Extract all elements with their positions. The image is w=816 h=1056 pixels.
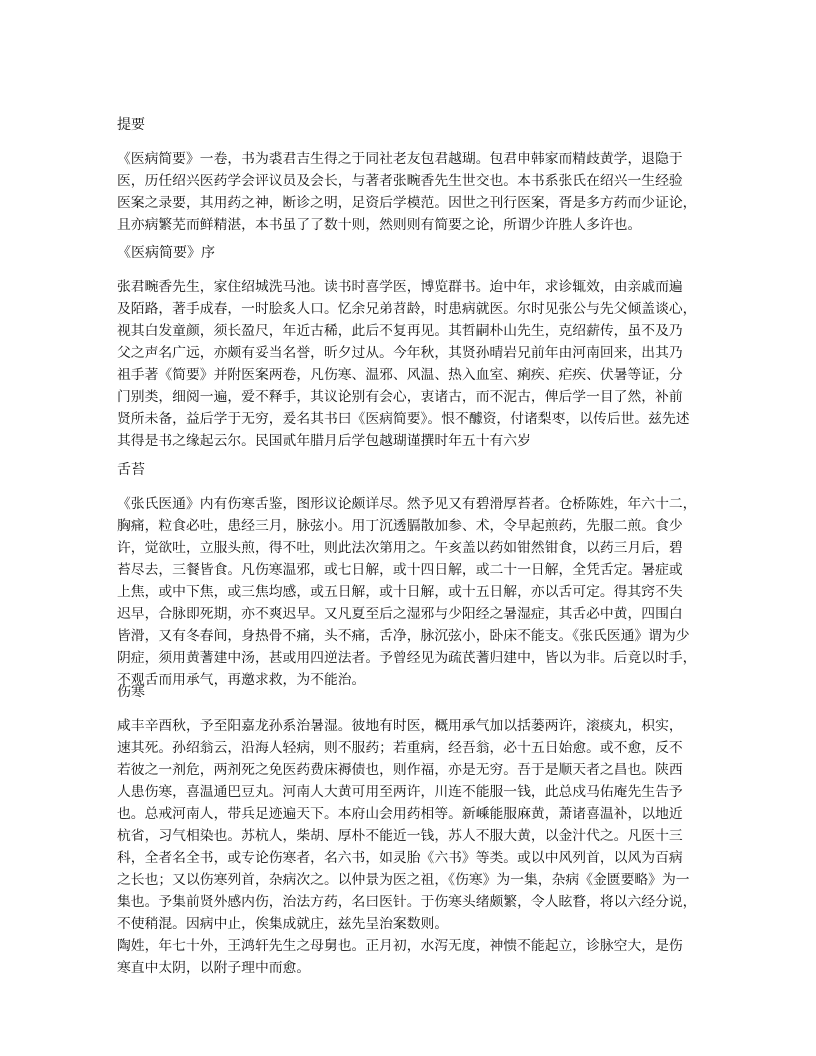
section-heading-xu: 《医病简要》序 <box>117 245 215 261</box>
text-line: 祖手著《简要》并附医案两卷，凡伤寒、温邪、风温、热入血室、痢疾、疟疾、伏暑等证，分 <box>117 367 683 383</box>
text-line: 阴症，须用黄蓍建中汤，甚或用四逆法者。予曾经见为疏芪蓍归建中，皆以为非。后竟以时手， <box>117 650 697 666</box>
text-line: 科，全者名全书，或专论伤寒者，名六书，如灵胎《六书》等类。或以中风列首，以风为百病 <box>117 850 683 866</box>
text-line: 其得是书之缘起云尔。民国贰年腊月后学包越瑚谨撰时年五十有六岁 <box>117 433 531 449</box>
text-line: 咸丰辛酉秋，予至阳嘉龙孙系治暑湿。彼地有时医，概用承气加以括蒌两许，滚痰丸，枳实， <box>117 718 683 734</box>
text-line: 贤所未备，益后学于无穷，爰名其书曰《医病简要》。恨不醵资，付诸梨枣，以传后世。兹先述 <box>117 411 690 427</box>
text-line: 也。总戒河南人，带兵足迹遍天下。本府山会用药相等。新嵊能服麻黄，萧诸喜温补，以地近 <box>117 806 683 822</box>
text-line: 速其死。孙绍翁云，沿海人轻病，则不服药；若重病，经吾翁，必十五日始愈。或不愈，反不 <box>117 740 683 756</box>
text-line: 集也。予集前贤外感内伤，治法方药，名曰医针。于伤寒头绪颇繁，令人眩瞀，将以六经分说， <box>117 894 697 910</box>
section-heading-shetai: 舌苔 <box>117 462 145 478</box>
text-line: 杭省，习气相染也。苏杭人，柴胡、厚朴不能近一钱，苏人不服大黄，以金汁代之。凡医十三 <box>117 828 683 844</box>
paragraph-shanghan <box>117 715 710 935</box>
text-line: 《张氏医通》内有伤寒舌鉴，图形议论颇详尽。然予见又有碧滑厚苔者。仓桥陈姓，年六十二， <box>117 496 697 512</box>
text-line: 陶姓，年七十外，王鸿轩先生之母舅也。正月初，水泻无度，神愦不能起立，诊脉空大，是伤 <box>117 938 683 954</box>
text-line: 上焦，或中下焦，或三焦均感，或五日解，或十日解，或十五日解，亦以舌可定。得其窍不失 <box>117 584 683 600</box>
section-heading-tiyao: 提要 <box>117 117 145 133</box>
section-heading-shanghan: 伤寒 <box>117 684 145 700</box>
text-line: 张君畹香先生，家住绍城洗马池。读书时喜学医，博览群书。迨中年，求诊辄效，由亲戚而遍 <box>117 279 683 295</box>
text-line: 医，历任绍兴医药学会评议员及会长，与著者张畹香先生世交也。本书系张氏在绍兴一生经验 <box>117 173 683 189</box>
text-line: 人患伤寒，喜温通巴豆丸。河南人大黄可用至两许，川连不能服一钱，此总戍马佑庵先生告予 <box>117 784 683 800</box>
paragraph-shetai <box>117 493 710 691</box>
text-line: 若彼之一剂危，两剂死之免医药费床褥债也，则作福，亦是无穷。吾于是顺天者之昌也。陕西 <box>117 762 683 778</box>
text-line: 寒直中太阴，以附子理中而愈。 <box>117 960 311 976</box>
text-line: 不使稍混。因病中止，俟集成就庄，兹先呈治案数则。 <box>117 916 449 932</box>
text-line: 迟早，合脉即死期，亦不爽迟早。又凡夏至后之湿邪与少阳经之暑湿症，其舌必中黄，四围白 <box>117 606 683 622</box>
paragraph-tiyao <box>117 148 710 236</box>
text-line: 视其白发童颜，须长盈尺，年近古稀，此后不复再见。其哲嗣朴山先生，克绍薪传，虽不及乃 <box>117 323 683 339</box>
text-line: 门别类，细阅一遍，爱不释手，其议论别有会心，衷诸古，而不泥古，俾后学一目了然，补前 <box>117 389 683 405</box>
text-line: 之长也；又以伤寒列首，杂病次之。以仲景为医之祖，《伤寒》为一集，杂病《金匮要略》为一 <box>117 872 690 888</box>
paragraph-xu <box>117 276 710 452</box>
text-line: 许，觉欲吐，立服头煎，得不吐，则此法次第用之。午亥盖以药如钳然钳食，以药三月后，碧 <box>117 540 683 556</box>
text-line: 不观舌而用承气，再邀求救，为不能治。 <box>117 672 366 688</box>
text-line: 《医病简要》一卷，书为裘君吉生得之于同社老友包君越瑚。包君申韩家而精歧黄学，退隐于 <box>117 151 683 167</box>
text-line: 皆滑，又有冬春间，身热骨不痛，头不痛，舌净，脉沉弦小，卧床不能支。《张氏医通》谓为少 <box>117 628 690 644</box>
text-line: 胸痛，粒食必吐，患经三月，脉弦小。用丁沉透膈散加参、术，令早起煎药，先服二煎。食少 <box>117 518 683 534</box>
text-line: 苔尽去，三餐皆食。凡伤寒温邪，或七日解，或十四日解，或二十一日解，全凭舌定。暑症或 <box>117 562 683 578</box>
paragraph-tao <box>117 935 710 979</box>
text-line: 及陌路，著手成春，一时脍炙人口。忆余兄弟苕龄，时患病就医。尔时见张公与先父倾盖谈心， <box>117 301 697 317</box>
text-line: 且亦病繁芜而鲜精湛，本书虽了了数十则，然则则有简要之论，所谓少许胜人多许也。 <box>117 217 642 233</box>
text-line: 医案之录要，其用药之神，断诊之明，足资后学模范。因世之刊行医案，胥是多方药而少证论， <box>117 195 697 211</box>
text-line: 父之声名广远，亦颇有妥当名誉，昕夕过从。今年秋，其贤孙晴岩兄前年由河南回来，出其乃 <box>117 345 683 361</box>
